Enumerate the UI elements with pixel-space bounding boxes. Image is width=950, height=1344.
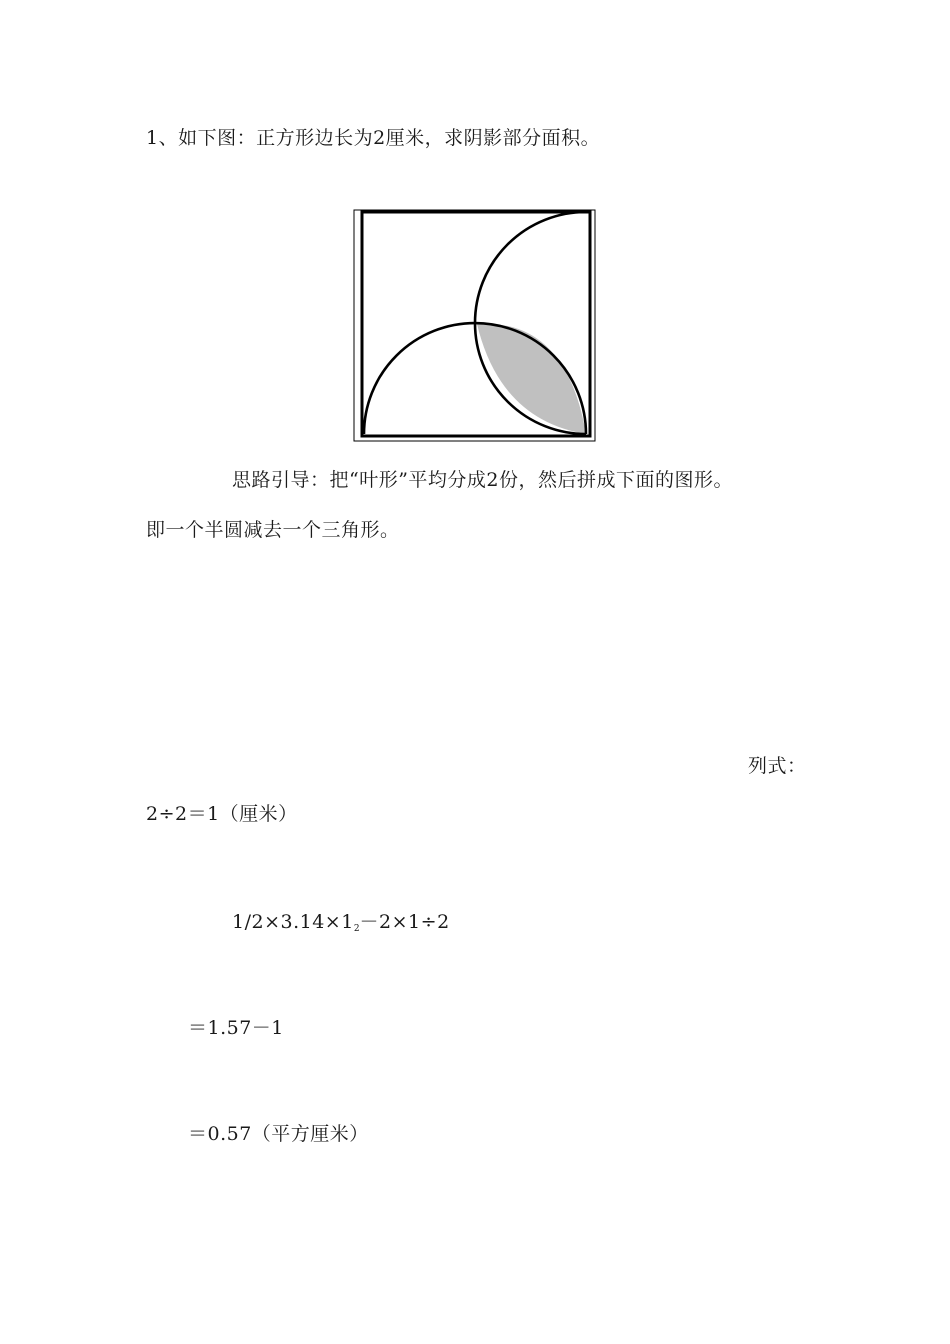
shaded-leaf: [477, 324, 586, 434]
step-2-exponent: 2: [353, 924, 360, 934]
geometry-figure: [352, 208, 598, 444]
step-2: [232, 910, 450, 941]
step-3: ＝1.57－1: [188, 1017, 284, 1039]
question-text: 1、如下图：正方形边长为2厘米，求阴影部分面积。: [146, 127, 601, 149]
hint-line-1: 思路引导：把“叶形”平均分成2份，然后拼成下面的图形。: [232, 469, 734, 491]
hint-line-2: 即一个半圆减去一个三角形。: [146, 519, 400, 541]
step-4: ＝0.57（平方厘米）: [188, 1123, 369, 1145]
step-2-part-b: －2×1÷2: [359, 911, 450, 933]
step-2-part-a: 1/2×3.14×1: [232, 911, 354, 933]
step-1: 2÷2＝1（厘米）: [146, 803, 298, 825]
formula-label: 列式：: [748, 755, 807, 777]
